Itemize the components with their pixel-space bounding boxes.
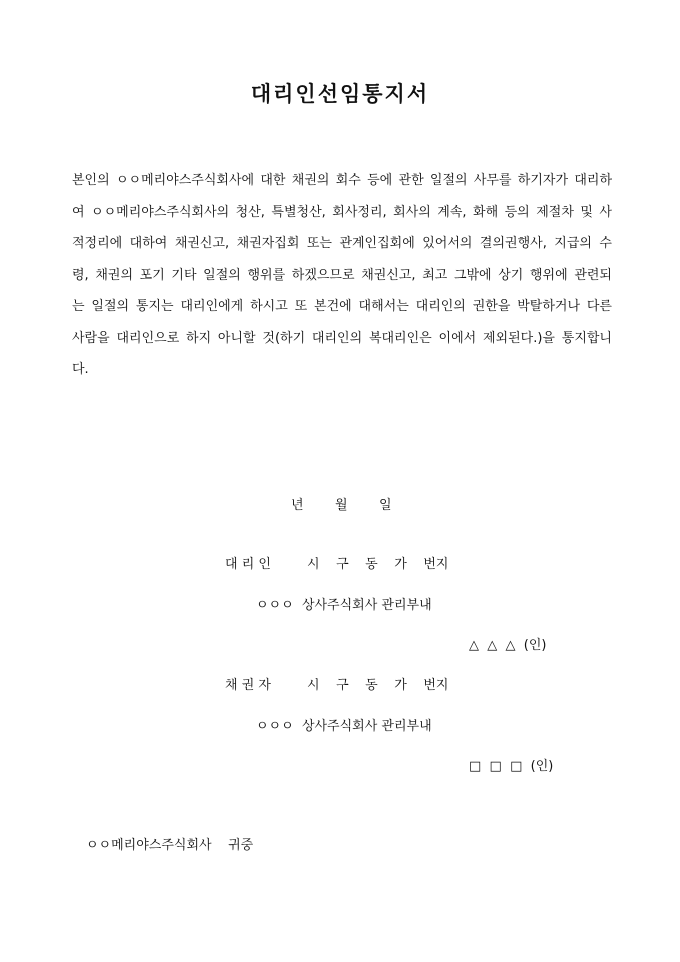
creditor-label: 채 권 자 xyxy=(225,678,271,693)
document-title: 대리인선임통지서 xyxy=(250,81,430,106)
date-day: 일 xyxy=(379,498,392,513)
body-line: 본인의 ㅇㅇ메리야스주식회사에 대한 채권의 회수 등에 관한 일절의 사무를 하기자가 대리하 xyxy=(72,173,612,188)
agent-company: ㅇㅇㅇ 상사주식회사 관리부내 xyxy=(256,598,432,613)
agent-address: 시 구 동 가 번지 xyxy=(307,557,449,572)
date-month: 월 xyxy=(335,498,348,513)
creditor-name-seal: □ □ □ (인) xyxy=(469,759,554,774)
agent-name-seal: △ △ △ (인) xyxy=(469,638,547,653)
body-line: 여 ㅇㅇ메리야스주식회사의 청산, 특별청산, 회사정리, 회사의 계속, 화해 등의 제절차 및 사 xyxy=(72,204,612,220)
agent-label: 대 리 인 xyxy=(225,557,271,572)
body-text xyxy=(72,168,612,389)
body-line: 사람을 대리인으로 하지 아니할 것(하기 대리인의 복대리인은 이에서 제외된다.)을 통지합니 xyxy=(72,330,612,346)
creditor-address: 시 구 동 가 번지 xyxy=(307,678,449,693)
body-line: 령, 채권의 포기 기타 일절의 행위를 하겠으므로 채권신고, 최고 그밖에 상기 행위에 관련되 xyxy=(72,267,612,283)
body-line: 다. xyxy=(72,362,89,377)
body-line: 는 일절의 통지는 대리인에게 하시고 또 본건에 대해서는 대리인의 권한을 박탈하거나 다른 xyxy=(72,299,612,314)
date-year: 년 xyxy=(291,498,304,513)
body-line: 적정리에 대하여 채권신고, 채권자집회 또는 관계인집회에 있어서의 결의권행사, 지급의 수 xyxy=(72,236,612,251)
creditor-company: ㅇㅇㅇ 상사주식회사 관리부내 xyxy=(256,719,432,734)
addressee: ㅇㅇ메리야스주식회사 귀중 xyxy=(86,838,254,853)
